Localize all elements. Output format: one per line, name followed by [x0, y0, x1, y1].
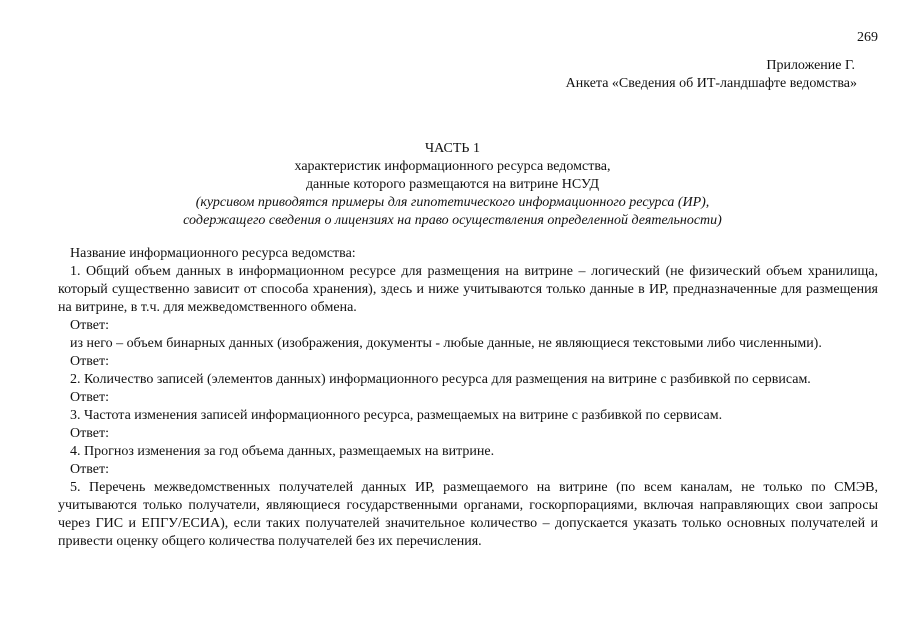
part-line-2: данные которого размещаются на витрине НСУД	[305, 177, 600, 192]
question-5: 5. Перечень межведомственных получателей данных ИР, размещаемого на витрине (по всем каналам, не только по СМЭВ, учитываются только получатели, являющиеся государственными органами, госкорпорациями, включая направляющих свои запросы через ГИС и ЕПГУ/ЕСИА), если таких получателей значительное количество – допускается указать только основных получателей и привести оценку общего количества получателей без их перечисления.	[58, 480, 878, 549]
answer-label-1: Ответ:	[70, 318, 109, 333]
answer-label-2: Ответ:	[70, 390, 109, 405]
page-number: 269	[857, 30, 878, 45]
resource-name-label: Название информационного ресурса ведомства:	[70, 246, 356, 261]
part-note-line-2: содержащего сведения о лицензиях на право осуществления определенной деятельности)	[183, 213, 722, 228]
appendix-title: Приложение Г.	[766, 58, 855, 73]
question-2: 2. Количество записей (элементов данных) информационного ресурса для размещения на витрине с разбивкой по сервисам.	[70, 372, 811, 387]
question-3: 3. Частота изменения записей информационного ресурса, размещаемых на витрине с разбивкой по сервисам.	[70, 408, 723, 423]
question-1b: из него – объем бинарных данных (изображения, документы - любые данные, не являющиеся текстовыми либо численными).	[70, 336, 822, 351]
part-note-line-1: (курсивом приводятся примеры для гипотетического информационного ресурса (ИР),	[195, 195, 710, 210]
answer-label-4: Ответ:	[70, 462, 109, 477]
question-4: 4. Прогноз изменения за год объема данных, размещаемых на витрине.	[70, 444, 495, 459]
answer-label-3: Ответ:	[70, 426, 109, 441]
part-heading-block	[0, 140, 905, 230]
question-1: 1. Общий объем данных в информационном ресурсе для размещения на витрине – логический (не физический объем хранилища, который существенно зависит от способа хранения), здесь и ниже учитываются только данные в ИР, предназначенные для размещения на витрине, в т.ч. для межведомственного обмена.	[58, 264, 878, 315]
answer-label-1b: Ответ:	[70, 354, 109, 369]
part-line-1: характеристик информационного ресурса ведомства,	[294, 159, 611, 174]
part-heading: ЧАСТЬ 1	[425, 141, 480, 156]
appendix-header	[566, 57, 855, 93]
questionnaire-body	[58, 245, 878, 551]
appendix-subtitle: Анкета «Сведения об ИТ-ландшафте ведомства»	[565, 76, 857, 91]
